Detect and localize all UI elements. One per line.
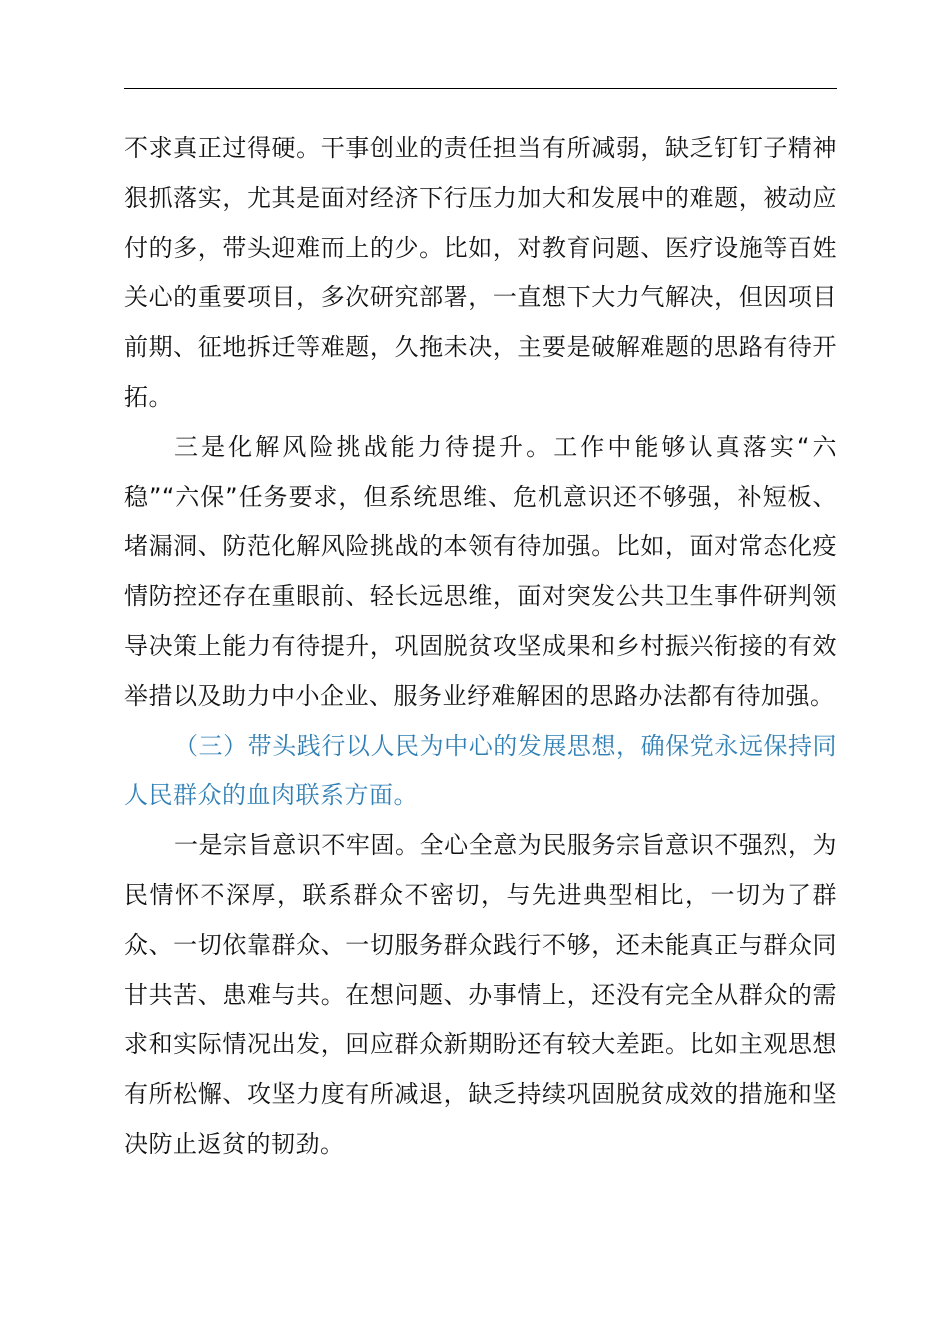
document-body bbox=[124, 124, 837, 1170]
section-heading-3: （三）带头践行以人民为中心的发展思想，确保党永远保持同人民群众的血肉联系方面。 bbox=[124, 731, 837, 810]
paragraph-continuation: 不求真正过得硬。干事创业的责任担当有所减弱，缺乏钉钉子精神狠抓落实，尤其是面对经济下行压力加大和发展中的难题，被动应付的多，带头迎难而上的少。比如，对教育问题、医疗设施等百姓关心的重要项目，多次研究部署，一直想下大力气解决，但因项目前期、征地拆迁等难题，久拖未决，主要是破解难题的思路有待开拓。 bbox=[124, 134, 837, 411]
header-rule bbox=[124, 88, 837, 89]
paragraph-purpose-awareness: 一是宗旨意识不牢固。全心全意为民服务宗旨意识不强烈，为民情怀不深厚，联系群众不密切，与先进典型相比，一切为了群众、一切依靠群众、一切服务群众践行不够，还未能真正与群众同甘共苦、患难与共。在想问题、办事情上，还没有完全从群众的需求和实际情况出发，回应群众新期盼还有较大差距。比如主观思想有所松懈、攻坚力度有所减退，缺乏持续巩固脱贫成效的措施和坚决防止返贫的韧劲。 bbox=[124, 831, 837, 1158]
paragraph-risk-challenge: 三是化解风险挑战能力待提升。工作中能够认真落实“六稳”“六保”任务要求，但系统思维、危机意识还不够强，补短板、堵漏洞、防范化解风险挑战的本领有待加强。比如，面对常态化疫情防控还存在重眼前、轻长远思维，面对突发公共卫生事件研判领导决策上能力有待提升，巩固脱贫攻坚成果和乡村振兴衔接的有效举措以及助力中小企业、服务业纾难解困的思路办法都有待加强。 bbox=[124, 432, 837, 710]
